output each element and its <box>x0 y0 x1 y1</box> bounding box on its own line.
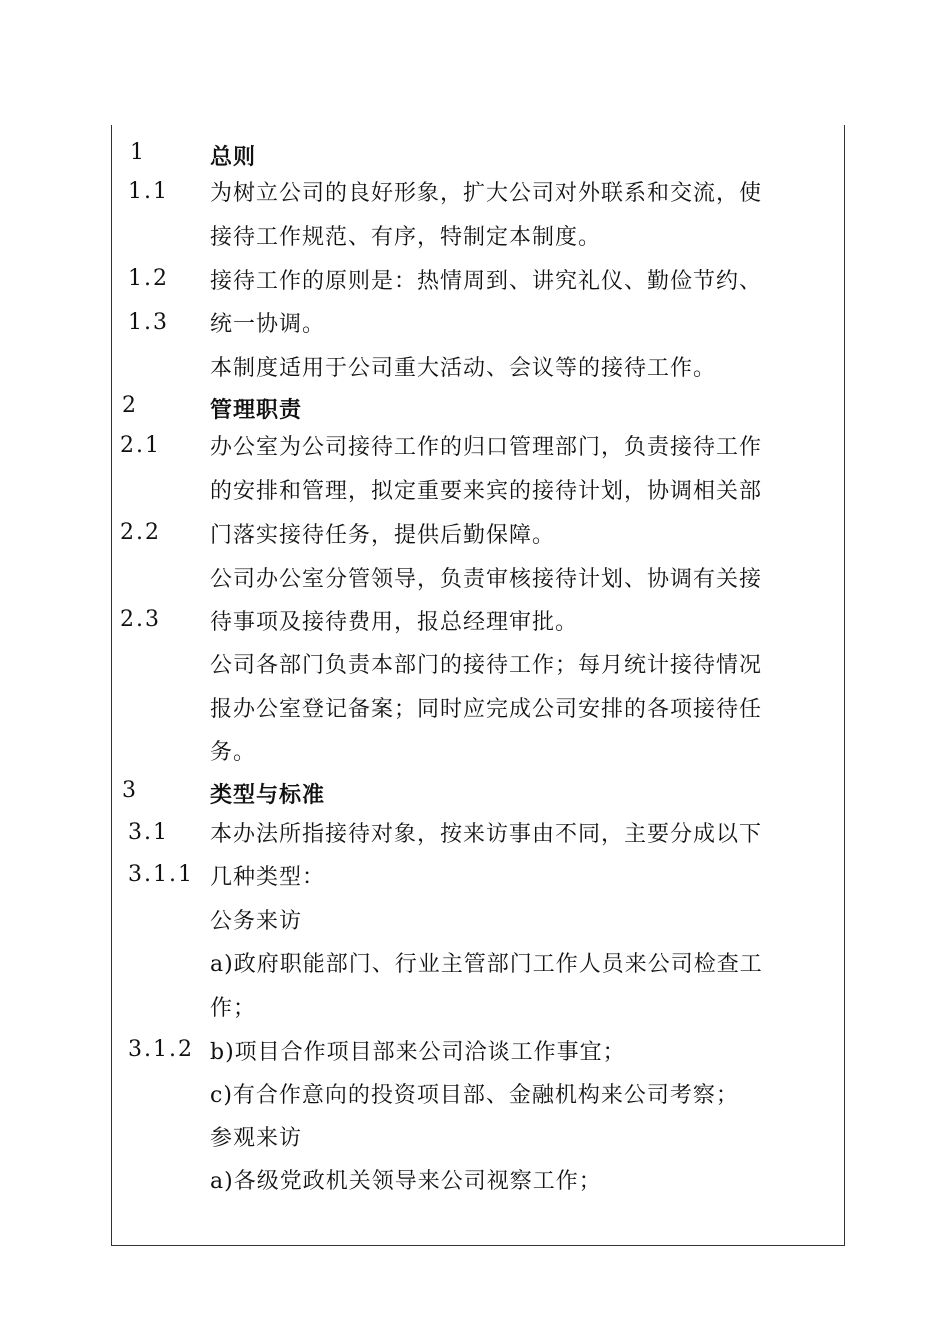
text-line: 办公室为公司接待工作的归口管理部门，负责接待工作 <box>210 435 763 460</box>
section-number: 3 <box>122 778 138 803</box>
text-line: 接待工作的原则是：热情周到、讲究礼仪、勤俭节约、 <box>210 269 763 294</box>
text-line: a)政府职能部门、行业主管部门工作人员来公司检查工 <box>210 952 763 977</box>
section-number: 2 <box>122 393 138 418</box>
section-number: 3.1.1 <box>128 862 194 887</box>
text-line: 几种类型： <box>210 865 326 890</box>
text-line: 为树立公司的良好形象，扩大公司对外联系和交流，使 <box>210 181 763 206</box>
section-number: 1.2 <box>128 266 169 291</box>
text-line: 公司各部门负责本部门的接待工作；每月统计接待情况 <box>210 653 763 678</box>
section-heading: 类型与标准 <box>210 783 326 808</box>
text-line: 作； <box>210 996 257 1021</box>
text-line: 参观来访 <box>210 1126 303 1151</box>
section-heading: 总则 <box>210 145 257 170</box>
text-line: 公司办公室分管领导，负责审核接待计划、协调有关接 <box>210 567 763 592</box>
section-number: 1.1 <box>128 179 169 204</box>
text-line: 待事项及接待费用，报总经理审批。 <box>210 610 579 635</box>
text-line: 公务来访 <box>210 909 303 934</box>
section-number: 1.3 <box>128 310 169 335</box>
text-line: 接待工作规范、有序，特制定本制度。 <box>210 225 602 250</box>
text-line: 本办法所指接待对象，按来访事由不同，主要分成以下 <box>210 822 763 847</box>
section-heading: 管理职责 <box>210 398 303 423</box>
text-line: 务。 <box>210 740 257 765</box>
text-line: a)各级党政机关领导来公司视察工作； <box>210 1169 602 1194</box>
section-number: 2.2 <box>120 520 161 545</box>
text-line: 本制度适用于公司重大活动、会议等的接待工作。 <box>210 356 717 381</box>
section-number: 2.3 <box>120 607 161 632</box>
text-line: 报办公室登记备案；同时应完成公司安排的各项接待任 <box>210 697 763 722</box>
section-number: 2.1 <box>120 433 161 458</box>
text-line: b)项目合作项目部来公司洽谈工作事宜； <box>210 1040 626 1065</box>
section-number: 3.1 <box>128 820 169 845</box>
section-number: 3.1.2 <box>128 1037 194 1062</box>
text-line: 门落实接待任务，提供后勤保障。 <box>210 523 556 548</box>
text-line: c)有合作意向的投资项目部、金融机构来公司考察； <box>210 1083 739 1108</box>
section-number: 1 <box>130 140 146 165</box>
text-line: 的安排和管理，拟定重要来宾的接待计划，协调相关部 <box>210 479 763 504</box>
text-line: 统一协调。 <box>210 312 326 337</box>
